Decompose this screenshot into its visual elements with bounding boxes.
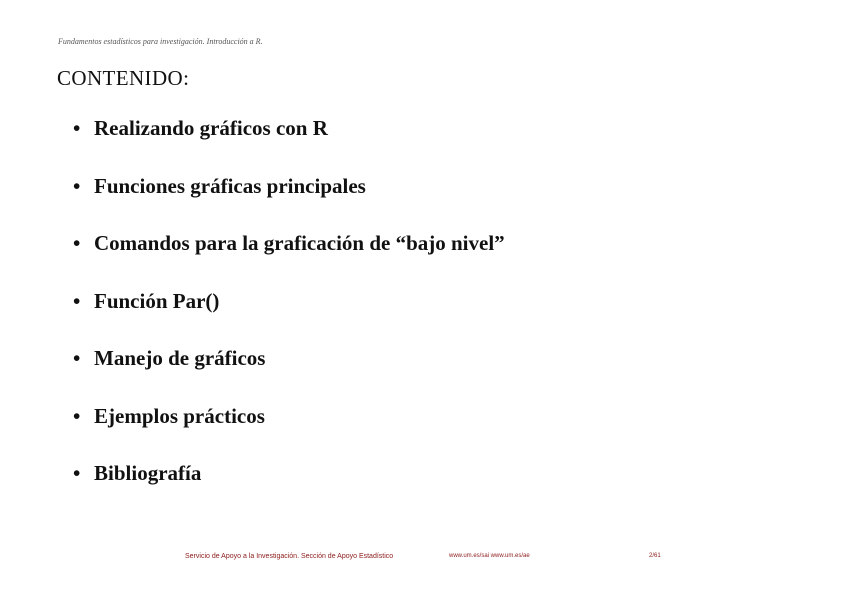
list-item-text: Realizando gráficos con R xyxy=(94,116,328,140)
bullet-icon: • xyxy=(73,231,81,255)
list-item xyxy=(73,113,505,171)
footer-organization: Servicio de Apoyo a la Investigación. Sección de Apoyo Estadístico xyxy=(185,553,394,560)
list-item-text: Función Par() xyxy=(94,288,220,313)
bullet-icon: • xyxy=(73,173,81,198)
list-item-text: Bibliografía xyxy=(94,461,202,485)
bullet-icon: • xyxy=(73,403,81,428)
page-number: 2/61 xyxy=(649,553,661,559)
list-item-text: Funciones gráficas principales xyxy=(94,173,366,198)
slide-header: Fundamentos estadísticos para investigación. Introducción a R. xyxy=(58,37,263,46)
list-item xyxy=(73,458,505,516)
list-item xyxy=(73,343,505,401)
list-item-text: Ejemplos prácticos xyxy=(94,403,265,428)
list-item xyxy=(73,171,505,229)
slide-footer xyxy=(0,553,848,565)
bullet-icon: • xyxy=(73,116,81,140)
bullet-icon: • xyxy=(73,288,81,313)
list-item xyxy=(73,286,505,344)
list-item-text: Comandos para la graficación de “bajo nivel” xyxy=(94,231,505,255)
bullet-icon: • xyxy=(73,461,81,485)
list-item-text: Manejo de gráficos xyxy=(94,346,266,370)
list-item xyxy=(73,401,505,459)
bullet-icon: • xyxy=(73,346,81,370)
list-item xyxy=(73,228,505,286)
footer-urls: www.um.es/sai www.um.es/ae xyxy=(449,553,530,559)
slide-title: CONTENIDO: xyxy=(57,66,190,90)
content-list xyxy=(73,113,505,516)
